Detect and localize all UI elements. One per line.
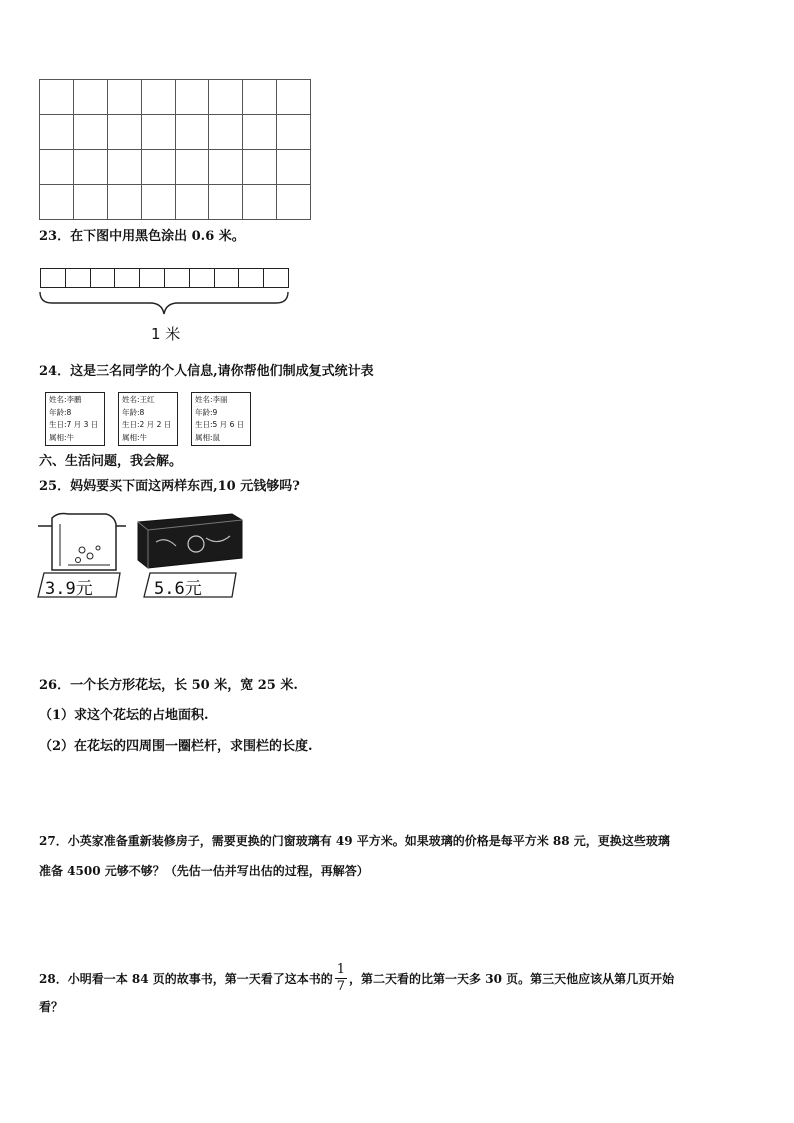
question-27-line-2: 准备 4500 元够不够？（先估一估并写出估的过程，再解答） xyxy=(39,864,369,878)
grid-row xyxy=(40,185,311,220)
card-age: 年龄:9 xyxy=(195,407,218,417)
card-birthday: 生日:5 月 6 日 xyxy=(195,420,245,429)
brace-label: 1 米 xyxy=(151,325,181,343)
card-birthday: 生日:2 月 2 日 xyxy=(122,420,172,429)
question-28-prefix: 28．小明看一本 84 页的故事书，第一天看了这本书的 xyxy=(39,971,333,986)
strip-segment xyxy=(239,269,264,287)
question-26: 26．一个长方形花坛，长 50 米，宽 25 米. xyxy=(39,678,298,693)
question-25: 25．妈妈要买下面这两样东西,10 元钱够吗? xyxy=(39,479,300,494)
question-26-part-2: （2）在花坛的四周围一圈栏杆，求围栏的长度. xyxy=(39,739,313,754)
fraction-numerator: 1 xyxy=(336,962,346,977)
card-age: 年龄:8 xyxy=(49,407,72,417)
price-1: 3.9元 xyxy=(45,579,93,599)
question-23: 23．在下图中用黑色涂出 0.6 米。 xyxy=(39,229,245,244)
price-2: 5.6元 xyxy=(154,579,202,599)
question-26-part-1: （1）求这个花坛的占地面积. xyxy=(39,708,209,723)
question-28-line-2: 看？ xyxy=(39,1000,64,1014)
brace-icon xyxy=(38,290,292,320)
card-zodiac: 属相:牛 xyxy=(49,432,75,442)
strip-segment xyxy=(41,269,66,287)
strip-segment xyxy=(190,269,215,287)
card-birthday: 生日:7 月 3 日 xyxy=(49,420,99,429)
strip-segment xyxy=(66,269,91,287)
question-24: 24．这是三名同学的个人信息,请你帮他们制成复式统计表 xyxy=(39,364,374,379)
card-zodiac: 属相:鼠 xyxy=(195,432,221,442)
card-name: 姓名:李丽 xyxy=(195,395,228,404)
card-name: 姓名:李鹏 xyxy=(49,395,82,404)
strip-segment xyxy=(165,269,190,287)
strip-segment xyxy=(140,269,165,287)
info-card xyxy=(45,392,105,446)
answer-grid xyxy=(39,79,311,215)
question-28-suffix: ，第二天看的比第一天多 30 页。第三天他应该从第几页开始 xyxy=(349,971,675,986)
strip-segment xyxy=(91,269,116,287)
card-name: 姓名:王红 xyxy=(122,395,155,404)
question-28-line-1 xyxy=(39,962,674,995)
grid-row xyxy=(40,115,311,150)
strip-segment xyxy=(215,269,240,287)
card-age: 年龄:8 xyxy=(122,407,145,417)
fraction-denominator: 7 xyxy=(336,979,346,994)
strip-segment xyxy=(264,269,288,287)
question-27-line-1: 27．小英家准备重新装修房子，需要更换的门窗玻璃有 49 平方米。如果玻璃的价格是每平方米 88 元，更换这些玻璃 xyxy=(39,834,670,848)
fraction xyxy=(335,962,347,995)
grid-row xyxy=(40,80,311,115)
strip-segment xyxy=(115,269,140,287)
card-zodiac: 属相:牛 xyxy=(122,432,148,442)
grid-row xyxy=(40,150,311,185)
info-card xyxy=(191,392,251,446)
grid-table xyxy=(39,79,311,220)
info-card xyxy=(118,392,178,446)
toothpaste-icon xyxy=(136,512,244,572)
meter-strip xyxy=(40,268,289,288)
section-title: 六、生活问题，我会解。 xyxy=(39,454,183,469)
